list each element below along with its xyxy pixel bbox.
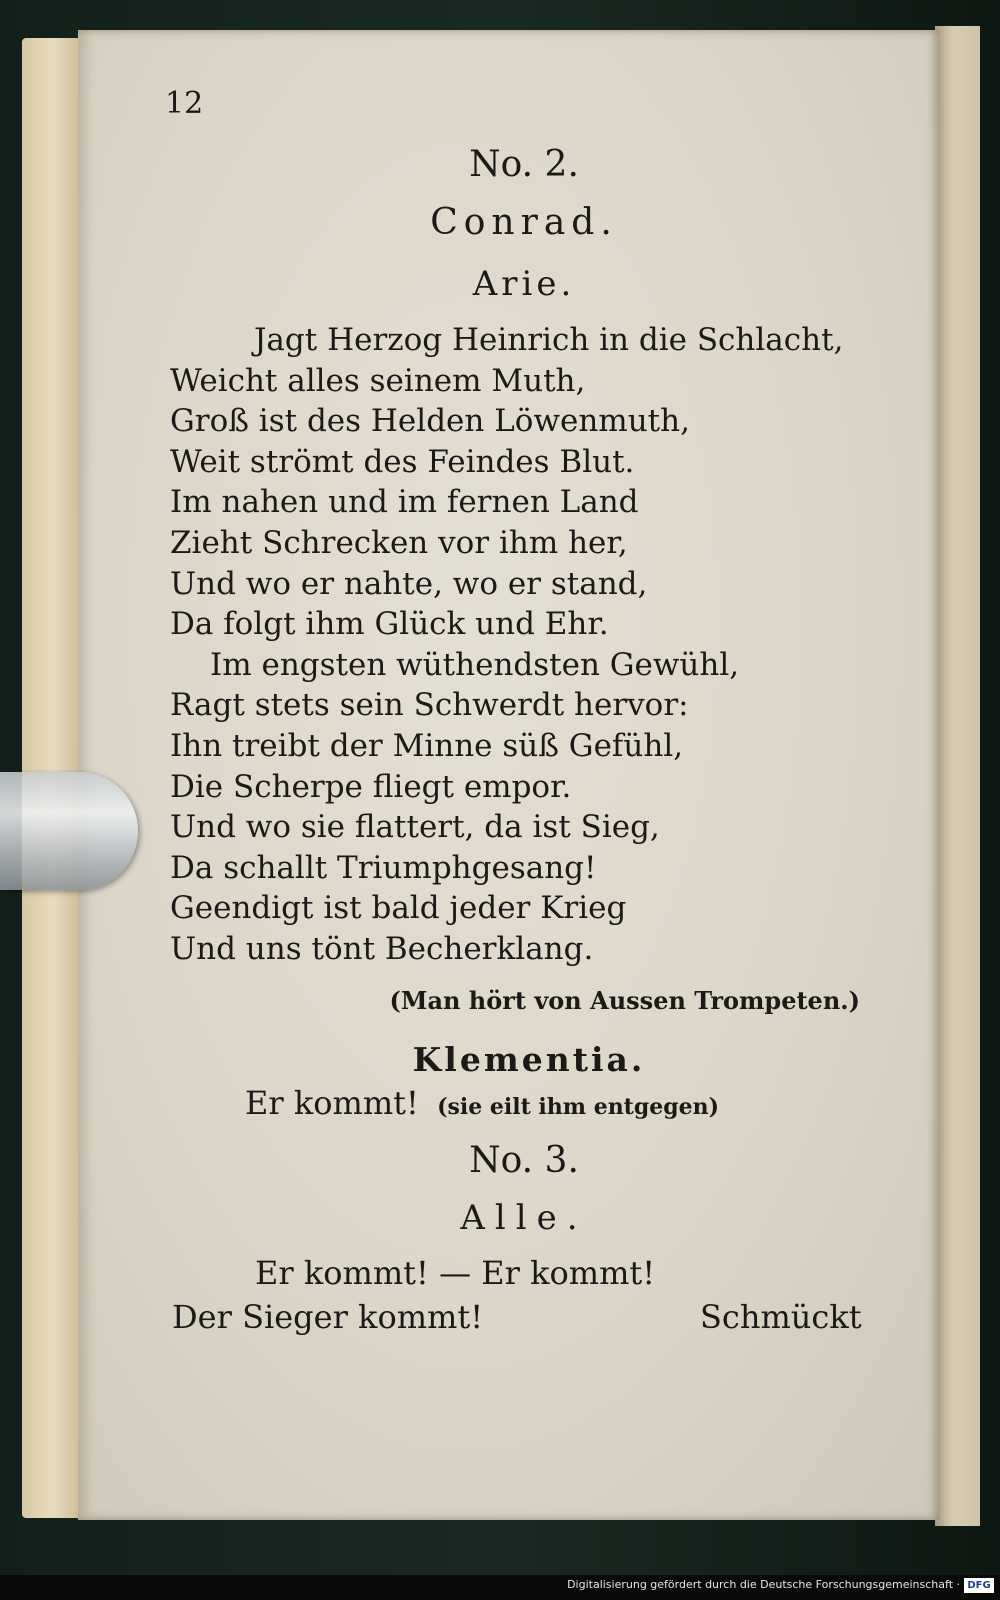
verse-line: Zieht Schrecken vor ihm her, bbox=[170, 524, 628, 561]
verse-line: Im engsten wüthendsten Gewühl, bbox=[210, 646, 740, 683]
verse-line: Die Scherpe fliegt empor. bbox=[170, 768, 572, 805]
book-right-page-stack bbox=[935, 26, 980, 1526]
verse-line: Weicht alles seinem Muth, bbox=[170, 362, 586, 399]
catchword: Schmückt bbox=[700, 1298, 862, 1336]
verse-line: Da schallt Triumphgesang! bbox=[170, 849, 597, 886]
klementia-line bbox=[245, 1084, 719, 1122]
klementia-speech: Er kommt! bbox=[245, 1084, 419, 1122]
alle-line-2: Der Sieger kommt! bbox=[172, 1298, 484, 1336]
stage-direction-klementia: (sie eilt ihm entgegen) bbox=[437, 1094, 720, 1120]
speaker-klementia: Klementia. bbox=[412, 1040, 646, 1079]
verse-line: Geendigt ist bald jeder Krieg bbox=[170, 890, 627, 927]
verse-line: Ihn treibt der Minne süß Gefühl, bbox=[170, 727, 684, 764]
verse-line: Groß ist des Helden Löwenmuth, bbox=[170, 403, 690, 440]
alle-line-1: Er kommt! — Er kommt! bbox=[255, 1254, 656, 1292]
verse-line: Und uns tönt Becherklang. bbox=[170, 930, 594, 967]
footer-credit: Digitalisierung gefördert durch die Deutsche Forschungsgemeinschaft · bbox=[567, 1578, 960, 1591]
aria-heading: Arie. bbox=[472, 264, 576, 304]
speaker-conrad: Conrad. bbox=[430, 202, 618, 243]
speaker-alle: Alle. bbox=[460, 1198, 588, 1238]
page-number: 12 bbox=[165, 86, 204, 121]
number-heading-3: No. 3. bbox=[469, 1140, 579, 1181]
verse-text bbox=[170, 320, 870, 970]
verse-line: Da folgt ihm Glück und Ehr. bbox=[170, 606, 609, 643]
verse-line: Ragt stets sein Schwerdt hervor: bbox=[170, 687, 689, 724]
verse-line: Weit strömt des Feindes Blut. bbox=[170, 443, 635, 480]
number-heading-2: No. 2. bbox=[469, 144, 579, 185]
stage-direction-trumpets: (Man hört von Aussen Trompeten.) bbox=[389, 986, 860, 1015]
page-clip bbox=[0, 772, 138, 890]
verse-line: Im nahen und im fernen Land bbox=[170, 484, 639, 521]
verse-line: Jagt Herzog Heinrich in die Schlacht, bbox=[254, 322, 844, 358]
verse-line: Und wo sie flattert, da ist Sieg, bbox=[170, 809, 660, 846]
dfg-logo: DFG bbox=[964, 1578, 994, 1593]
verse-line: Und wo er nahte, wo er stand, bbox=[170, 565, 648, 602]
